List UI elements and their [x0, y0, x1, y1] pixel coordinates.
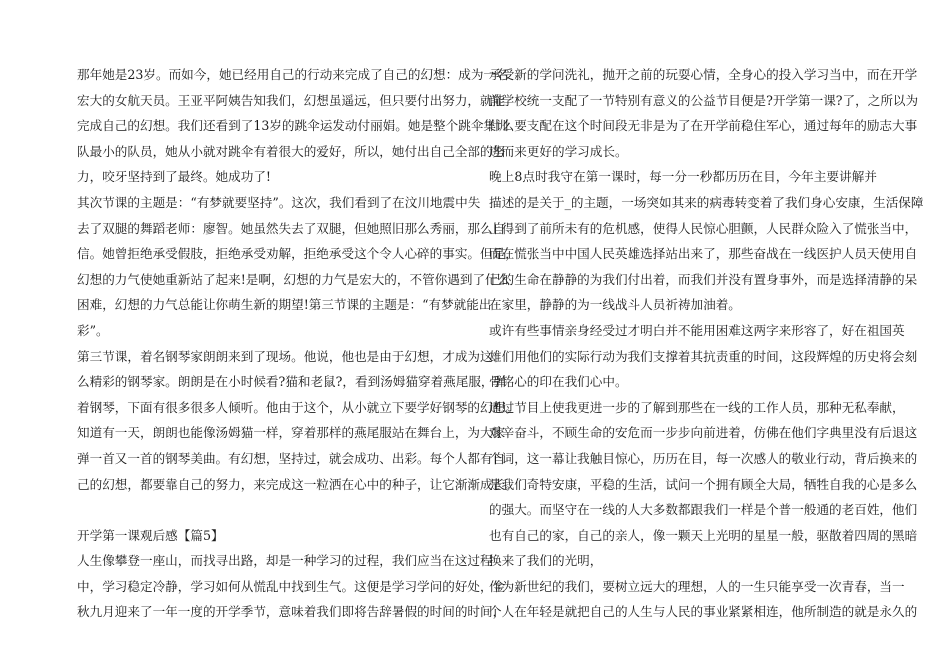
left-column — [77, 62, 518, 625]
text-line: 其次节课的主题是：“有梦就要坚持”。这次，我们看到了在汶川地震中失 — [77, 194, 481, 210]
text-line: 着钢琴，下面有很多很多人倾听。他由于这个，从小就立下要学好钢琴的幻想。 — [77, 399, 518, 415]
text-line: 己的幻想，都要靠自己的努力，来完成这一粒洒在心中的种子，让它渐渐成长。 — [77, 476, 518, 492]
text-line: 骨铭心的印在我们心中。 — [489, 374, 628, 390]
text-line: 己的生命在静静的为我们付出着，而我们并没有置身事外，而是选择清静的呆 — [489, 271, 918, 287]
text-line: 去了双腿的舞蹈老师：廖智。她虽然失去了双腿，但她照旧那么秀丽，那么自 — [77, 220, 506, 236]
text-line: 晚上8点时我守在第一课时，每一分一秒都历历在目，今年主要讲解并 — [489, 169, 877, 185]
text-line: 而在慌张当中中国人民英雄选择站出来了，那些奋战在一线医护人员天使用自 — [489, 246, 918, 262]
text-line: 信。她曾拒绝承受假肢，拒绝承受劝解，拒绝承受这个令人心碎的事实。但是， — [77, 246, 518, 262]
text-line: 在家里，静静的为一线战斗人员祈祷加油着。 — [489, 297, 741, 313]
text-line: 艰辛奋斗，不顾生命的安危而一步步向前进着，仿佛在他们字典里没有后退这 — [489, 425, 918, 441]
text-line: 什么要支配在这个时间段无非是为了在开学前稳住军心，通过每年的励志大事 — [489, 118, 918, 134]
text-line: 描述的是关于_的主题，一场突如其来的病毒转变着了我们身心安康，生活保障 — [489, 194, 924, 210]
text-line: 么精彩的钢琴家。朗朗是在小时候看?猫和老鼠?，看到汤姆猫穿着燕尾服，弹 — [77, 374, 507, 390]
text-line: 个词，这一幕让我触目惊心，历历在目，每一次感人的敬业行动，背后换来的 — [489, 450, 918, 466]
text-line: 前学校统一支配了一节特别有意义的公益节目便是?开学第一课?了，之所以为 — [489, 92, 919, 108]
text-line: 上得到了前所未有的危机感，使得人民惊心胆颤，人民群众险入了慌张当中， — [489, 220, 918, 236]
text-line: 力，咬牙坚持到了最终。她成功了! — [77, 169, 271, 185]
text-line: 幻想的力气使她重新站了起来!是啊，幻想的力气是宏大的，不管你遇到了什么 — [77, 271, 511, 287]
text-line: 彩”。 — [77, 322, 109, 338]
text-line: 第三节课，着名钢琴家朗朗来到了现场。他说，他也是由于幻想，才成为这 — [77, 348, 493, 364]
text-line: 也有自己的家，自己的亲人，像一颗天上光明的星星一般，驱散着四周的黑暗 — [489, 527, 918, 543]
text-line: 承受新的学问洗礼，抛开之前的玩耍心情，全身心的投入学习当中，而在开学 — [489, 67, 918, 82]
text-line: 队最小的队员，她从小就对跳伞有着很大的爱好，所以，她付出自己全部的努 — [77, 143, 506, 159]
text-line: 秋九月迎来了一年一度的开学季节，意味着我们即将告辞暑假的时间的时间， — [77, 604, 506, 620]
text-line: 是我们奇特安康，平稳的生活，试问一个拥有顾全大局，牺牲自我的心是多么 — [489, 476, 918, 492]
text-line: 那年她是23岁。而如今，她已经用自己的行动来完成了自己的幻想：成为一名 — [77, 67, 509, 82]
text-line: 作为新世纪的我们，要树立远大的理想，人的一生只能享受一次青春，当一 — [489, 578, 905, 594]
text-line: 个人在年轻是就把自己的人生与人民的事业紧紧相连，他所制造的就是永久的 — [489, 604, 918, 620]
text-line: 人生像攀登一座山，而找寻出路，却是一种学习的过程，我们应当在这过程 — [77, 553, 493, 569]
text-line: 的强大。而坚守在一线的人大多数都跟我们一样是个普一般通的老百姓，他们 — [489, 502, 918, 518]
text-line: 知道有一天，朗朗也能像汤姆猫一样，穿着那样的燕尾服站在舞台上，为大家 — [77, 425, 506, 441]
text-line: 开学第一课观后感【篇5】 — [77, 527, 224, 543]
text-line: 宏大的女航天员。王亚平阿姨告知我们，幻想虽遥远，但只要付出努力，就能 — [77, 92, 506, 108]
text-line: 困难，幻想的力气总能让你萌生新的期望!第三节课的主题是：“有梦就能出 — [77, 297, 492, 313]
text-line: 换来了我们的光明， — [489, 553, 603, 569]
text-line: 弹一首又一首的钢琴美曲。有幻想，坚持过，就会成功、出彩。每个人都有自 — [77, 450, 506, 466]
blank-line — [77, 497, 465, 523]
right-column — [489, 62, 924, 625]
text-line: 进而来更好的学习成长。 — [489, 143, 628, 159]
text-line: 通过节目上使我更进一步的了解到那些在一线的工作人员，那种无私奉献， — [489, 399, 905, 415]
text-line: 或许有些事情亲身经受过才明白并不能用困难这两字来形容了，好在祖国英 — [489, 322, 905, 338]
text-line: 中，学习稳定冷静，学习如何从慌乱中找到生气。这便是学习学问的好处，金 — [77, 578, 506, 594]
text-line: 雄们用他们的实际行动为我们支撑着其抗责重的时间，这段辉煌的历史将会刻 — [489, 348, 918, 364]
text-line: 完成自己的幻想。我们还看到了13岁的跳伞运发动付丽娟。她是整个跳伞集训 — [77, 118, 509, 134]
